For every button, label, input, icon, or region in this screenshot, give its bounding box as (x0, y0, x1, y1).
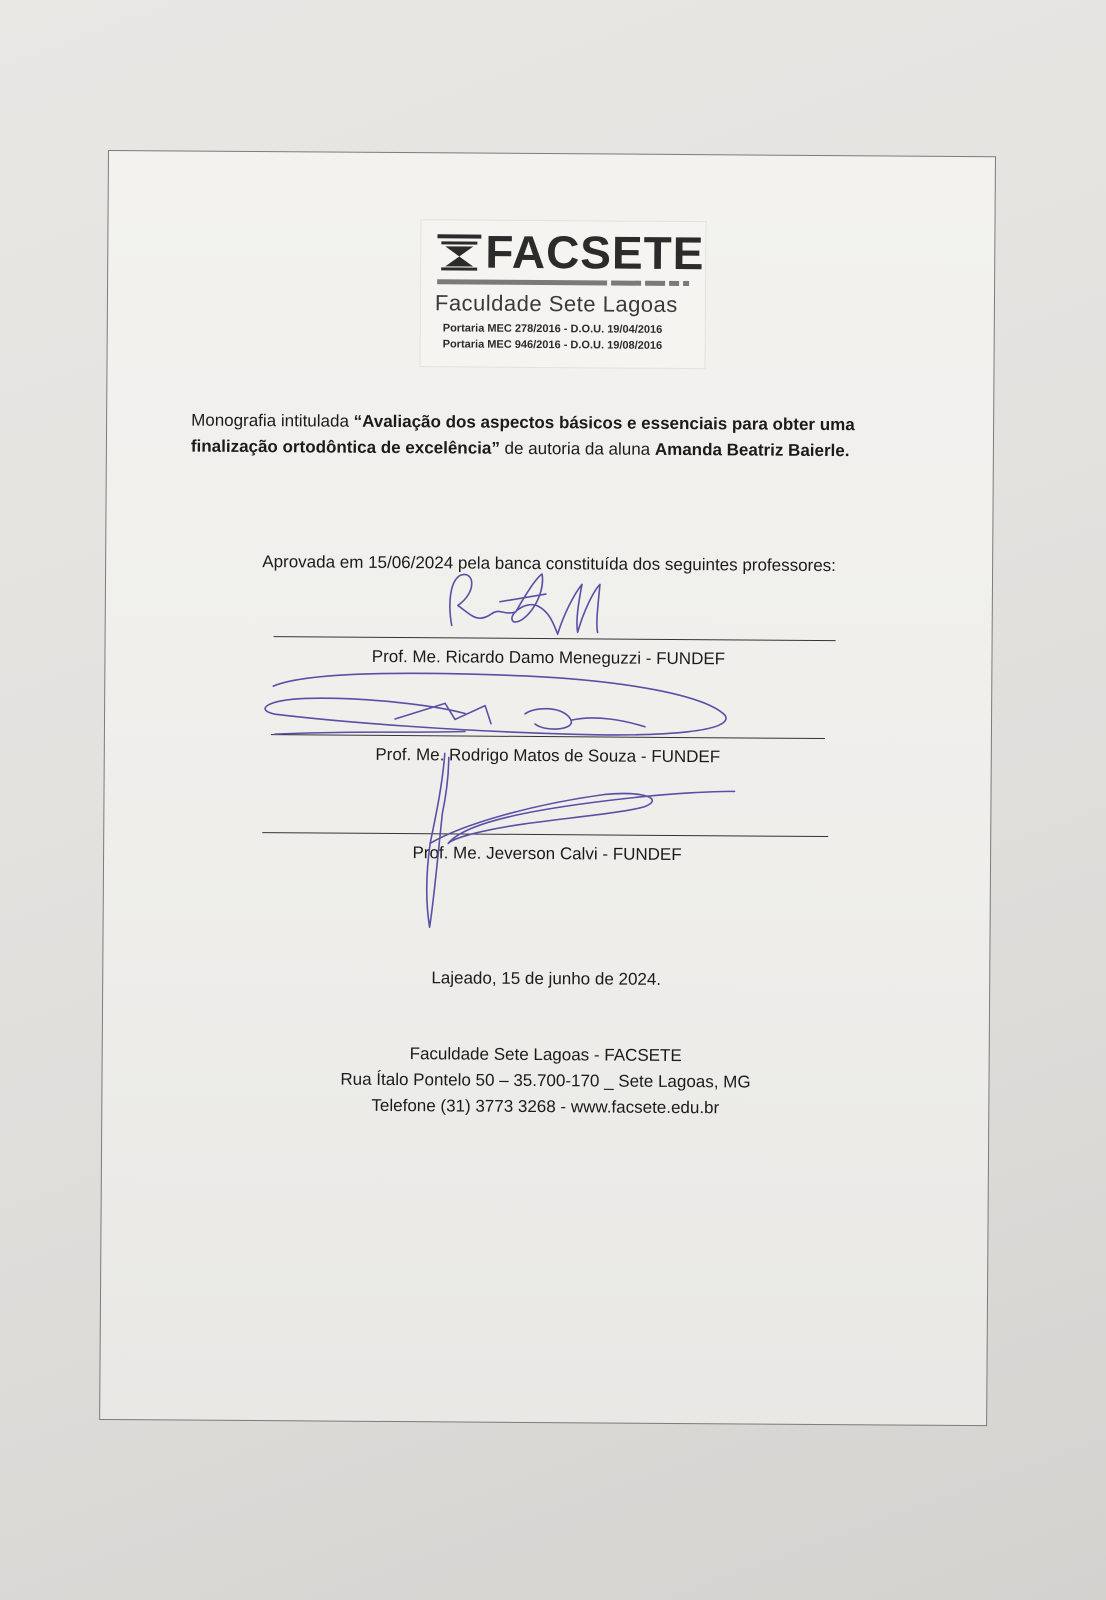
registration-line: Portaria MEC 278/2016 - D.O.U. 19/04/2016 (442, 322, 663, 336)
title-prefix: Monografia intitulada (191, 410, 354, 431)
title-middle: de autoria da aluna (499, 438, 655, 459)
committee-member: Prof. Me. Jeverson Calvi - FUNDEF (412, 843, 682, 865)
handwritten-signatures (100, 151, 995, 1425)
work-title: “Avaliação dos aspectos básicos e essenciais para obter uma finalização ortodôntica de excelência” (190, 411, 855, 458)
place-date: Lajeado, 15 de junho de 2024. (431, 968, 662, 989)
registration-line: Portaria MEC 946/2016 - D.O.U. 19/08/2016 (442, 338, 663, 352)
logo-name: FACSETE (485, 225, 705, 280)
committee-member: Prof. Me. Ricardo Damo Meneguzzi - FUNDEF (371, 646, 726, 669)
institution-contact: Telefone (31) 3773 3268 - www.facsete.edu.br (371, 1095, 720, 1118)
signature-ricardo (450, 573, 600, 634)
signature-jeverson (427, 753, 735, 929)
committee-member: Prof. Me. Rodrigo Matos de Souza - FUNDEF (375, 744, 721, 767)
institution-address: Rua Ítalo Pontelo 50 – 35.700-170 _ Sete Lagoas, MG (340, 1069, 751, 1092)
student-name: Amanda Beatriz Baierle. (654, 439, 850, 461)
institution-name: Faculdade Sete Lagoas - FACSETE (409, 1044, 682, 1066)
approval-statement: Aprovada em 15/06/2024 pela banca constituída dos seguintes professores: (262, 552, 837, 576)
logo-subtitle: Faculdade Sete Lagoas (434, 290, 678, 317)
approval-sheet (99, 150, 996, 1426)
signature-rodrigo (265, 672, 726, 735)
